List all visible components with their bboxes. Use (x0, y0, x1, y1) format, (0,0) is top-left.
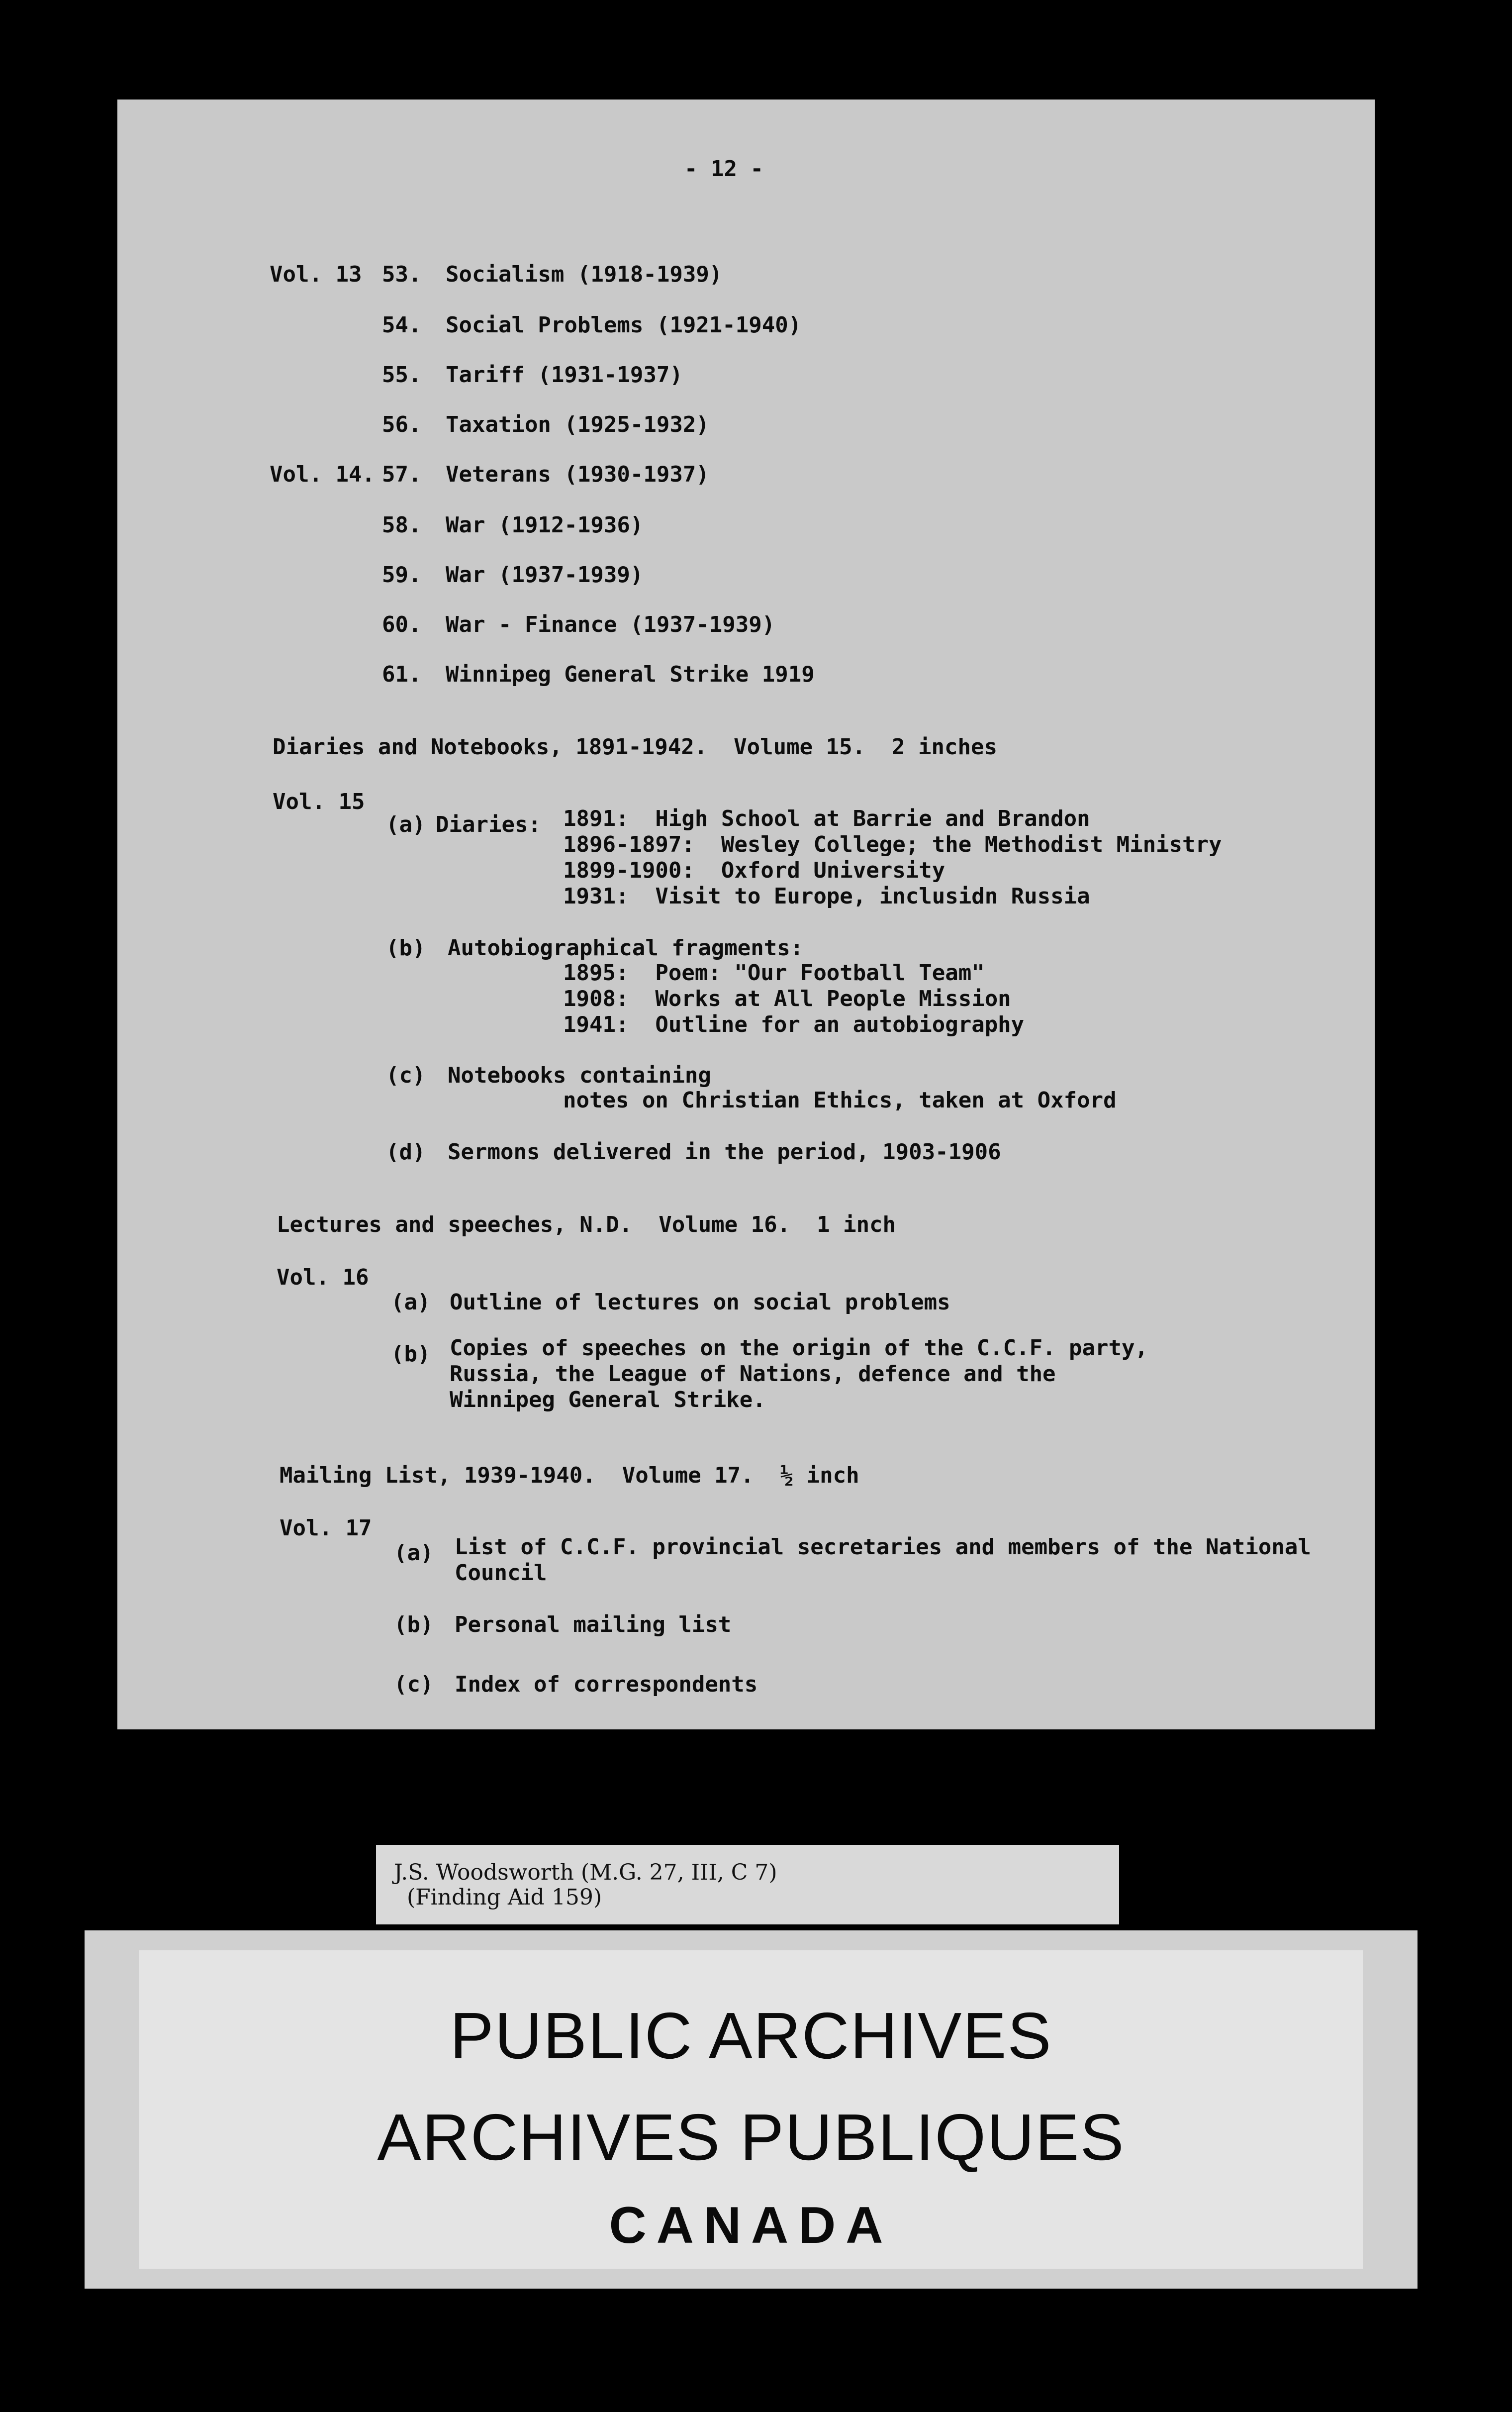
item-label: (a) (394, 1540, 434, 1566)
item-title: Autobiographical fragments: (448, 935, 804, 961)
fragment-line: 1908: Works at All People Mission (563, 986, 1011, 1011)
document-page (117, 100, 1375, 1729)
item-label: (a) (391, 1290, 431, 1315)
label-line-1: J.S. Woodsworth (M.G. 27, III, C 7) (394, 1860, 777, 1885)
item-text: Outline of lectures on social problems (450, 1290, 950, 1315)
finding-aid-label (376, 1845, 1119, 1924)
entry-number: 54. (382, 312, 422, 338)
entry-title: Socialism (1918-1939) (446, 262, 723, 287)
vol-label: Vol. 17 (280, 1515, 372, 1541)
diary-line: 1899-1900: Oxford University (563, 858, 945, 883)
item-line: notes on Christian Ethics, taken at Oxford (563, 1088, 1117, 1113)
entry-number: 61. (382, 662, 422, 687)
item-label: (b) (394, 1612, 434, 1637)
archives-plate (85, 1930, 1418, 2289)
item-text: List of C.C.F. provincial secretaries and members of the National (455, 1534, 1311, 1560)
item-text: Russia, the League of Nations, defence and the (450, 1361, 1056, 1387)
section-heading-lectures: Lectures and speeches, N.D. Volume 16. 1 inch (277, 1212, 896, 1237)
item-label: (a) (386, 812, 426, 837)
item-text: Council (455, 1560, 547, 1586)
entry-number: 55. (382, 362, 422, 388)
entry-title: War (1912-1936) (446, 512, 644, 538)
label-line-2: (Finding Aid 159) (407, 1885, 602, 1910)
item-title: Sermons delivered in the period, 1903-1906 (448, 1139, 1001, 1165)
page-number: - 12 - (684, 156, 763, 182)
item-label: (b) (386, 935, 426, 961)
entry-number: 60. (382, 612, 422, 637)
entry-number: 58. (382, 512, 422, 538)
item-text: Winnipeg General Strike. (450, 1387, 766, 1412)
item-title: Notebooks containing (448, 1063, 711, 1088)
entry-title: Veterans (1930-1937) (446, 462, 709, 487)
diary-line: 1931: Visit to Europe, inclusidn Russia (563, 884, 1090, 909)
entry-number: 59. (382, 562, 422, 588)
archives-plate-inner (139, 1950, 1363, 2269)
item-text: Index of correspondents (455, 1672, 758, 1697)
fragment-line: 1895: Poem: "Our Football Team" (563, 960, 985, 986)
archives-country: CANADA (609, 2197, 893, 2254)
diary-line: 1896-1897: Wesley College; the Methodist Ministry (563, 832, 1222, 857)
entry-title: Tariff (1931-1937) (446, 362, 683, 388)
entry-title: Taxation (1925-1932) (446, 412, 709, 437)
entry-number: 53. (382, 262, 422, 287)
section-heading-mailing: Mailing List, 1939-1940. Volume 17. ½ inch (280, 1463, 859, 1488)
archives-title-en: PUBLIC ARCHIVES (450, 1999, 1052, 2072)
item-label: (c) (394, 1672, 434, 1697)
entry-title: Social Problems (1921-1940) (446, 312, 802, 338)
item-text: Personal mailing list (455, 1612, 732, 1637)
item-label: (c) (386, 1063, 426, 1088)
item-text: Copies of speeches on the origin of the C.C.F. party, (450, 1335, 1148, 1361)
entry-number: 57. (382, 462, 422, 487)
vol-label: Vol. 16 (277, 1265, 369, 1290)
item-title: Diaries: (436, 812, 541, 837)
fragment-line: 1941: Outline for an autobiography (563, 1012, 1025, 1037)
entry-number: 56. (382, 412, 422, 437)
vol-label: Vol. 14. (270, 462, 375, 487)
item-label: (d) (386, 1139, 426, 1165)
entry-title: War - Finance (1937-1939) (446, 612, 775, 637)
vol-label: Vol. 15 (273, 789, 365, 814)
entry-title: War (1937-1939) (446, 562, 644, 588)
entry-title: Winnipeg General Strike 1919 (446, 662, 815, 687)
item-label: (b) (391, 1341, 431, 1367)
vol-label: Vol. 13 (270, 262, 362, 287)
diary-line: 1891: High School at Barrie and Brandon (563, 806, 1090, 831)
section-heading-diaries: Diaries and Notebooks, 1891-1942. Volume 15. 2 inches (273, 734, 997, 760)
archives-title-fr: ARCHIVES PUBLIQUES (377, 2101, 1125, 2174)
